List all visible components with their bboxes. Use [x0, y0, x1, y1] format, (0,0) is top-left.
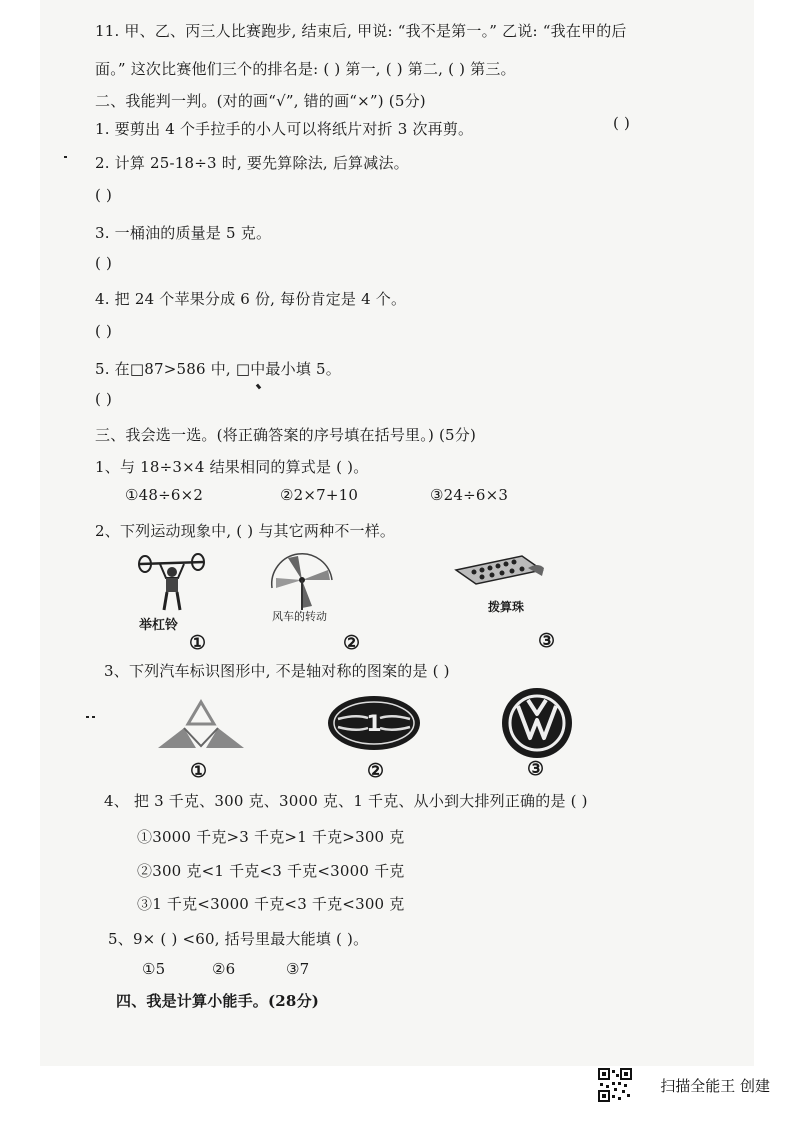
choice-q5: 5、9× ( ) <60, 括号里最大能填 ( )。 — [108, 930, 369, 948]
scanner-watermark: 扫描全能王 创建 — [660, 1077, 770, 1095]
triangle-logo-image — [154, 698, 248, 752]
choice-q5-option-1: ①5 — [142, 960, 166, 978]
choice-q4: 4、 把 3 千克、300 克、3000 克、1 千克、从小到大排列正确的是 ( ) — [104, 792, 588, 810]
scan-speck — [86, 716, 89, 718]
q11-line1: 11. 甲、乙、丙三人比赛跑步, 结束后, 甲说: “我不是第一。” 乙说: “我在甲的后 — [95, 22, 627, 40]
faw-logo-image — [326, 694, 422, 752]
q2-caption-3: 拨算珠 — [488, 600, 525, 614]
choice-q4-option-2: ②300 克<1 千克<3 千克<3000 千克 — [137, 862, 405, 880]
judge-q2: 2. 计算 25-18÷3 时, 要先算除法, 后算减法。 — [95, 154, 409, 172]
choice-q5-option-3: ③7 — [286, 960, 310, 978]
q3-number-1: ① — [190, 760, 208, 782]
section4-heading: 四、我是计算小能手。(28分) — [116, 992, 320, 1010]
q2-caption-2: 风车的转动 — [272, 610, 327, 623]
q2-number-3: ③ — [538, 630, 556, 652]
choice-q1-option-3: ③24÷6×3 — [430, 486, 509, 504]
q3-number-2: ② — [367, 760, 385, 782]
judge-q3-answer-paren: ( ) — [95, 254, 113, 272]
judge-q5-answer-paren: ( ) — [95, 390, 113, 408]
judge-q4: 4. 把 24 个苹果分成 6 份, 每份肯定是 4 个。 — [95, 290, 407, 308]
choice-q1-option-1: ①48÷6×2 — [125, 486, 204, 504]
q2-caption-1: 举杠铃 — [139, 618, 179, 633]
section3-heading: 三、我会选一选。(将正确答案的序号填在括号里。) (5分) — [95, 426, 477, 444]
weightlifter-image — [132, 548, 212, 616]
judge-q1: 1. 要剪出 4 个手拉手的小人可以将纸片对折 3 次再剪。 — [95, 120, 474, 138]
judge-q5: 5. 在□87>586 中, □中最小填 5。 — [95, 360, 341, 378]
choice-q4-option-3: ③1 千克<3000 千克<3 千克<300 克 — [137, 895, 405, 913]
scan-speck — [92, 716, 95, 718]
section2-heading: 二、我能判一判。(对的画“√”, 错的画“×”) (5分) — [95, 92, 426, 110]
vw-logo-image — [500, 686, 574, 760]
windmill-image — [266, 550, 338, 610]
judge-q2-answer-paren: ( ) — [95, 186, 113, 204]
abacus-image — [452, 548, 548, 590]
choice-q2: 2、下列运动现象中, ( ) 与其它两种不一样。 — [95, 522, 396, 540]
choice-q4-option-1: ①3000 千克>3 千克>1 千克>300 克 — [137, 828, 405, 846]
faw-logo-text: 1 — [366, 712, 382, 737]
choice-q1: 1、与 18÷3×4 结果相同的算式是 ( )。 — [95, 458, 369, 476]
choice-q3: 3、下列汽车标识图形中, 不是轴对称的图案的是 ( ) — [104, 662, 450, 680]
judge-q3: 3. 一桶油的质量是 5 克。 — [95, 224, 272, 242]
scan-speck — [64, 156, 67, 158]
qr-code-icon — [598, 1068, 632, 1102]
q2-number-1: ① — [189, 632, 207, 654]
judge-q4-answer-paren: ( ) — [95, 322, 113, 340]
choice-q5-option-2: ②6 — [212, 960, 236, 978]
q3-number-3: ③ — [527, 758, 545, 780]
judge-q1-answer-paren: ( ) — [613, 114, 631, 132]
choice-q1-option-2: ②2×7+10 — [280, 486, 359, 504]
q11-line2: 面。” 这次比赛他们三个的排名是: ( ) 第一, ( ) 第二, ( ) 第三。 — [95, 60, 516, 78]
q2-number-2: ② — [343, 632, 361, 654]
